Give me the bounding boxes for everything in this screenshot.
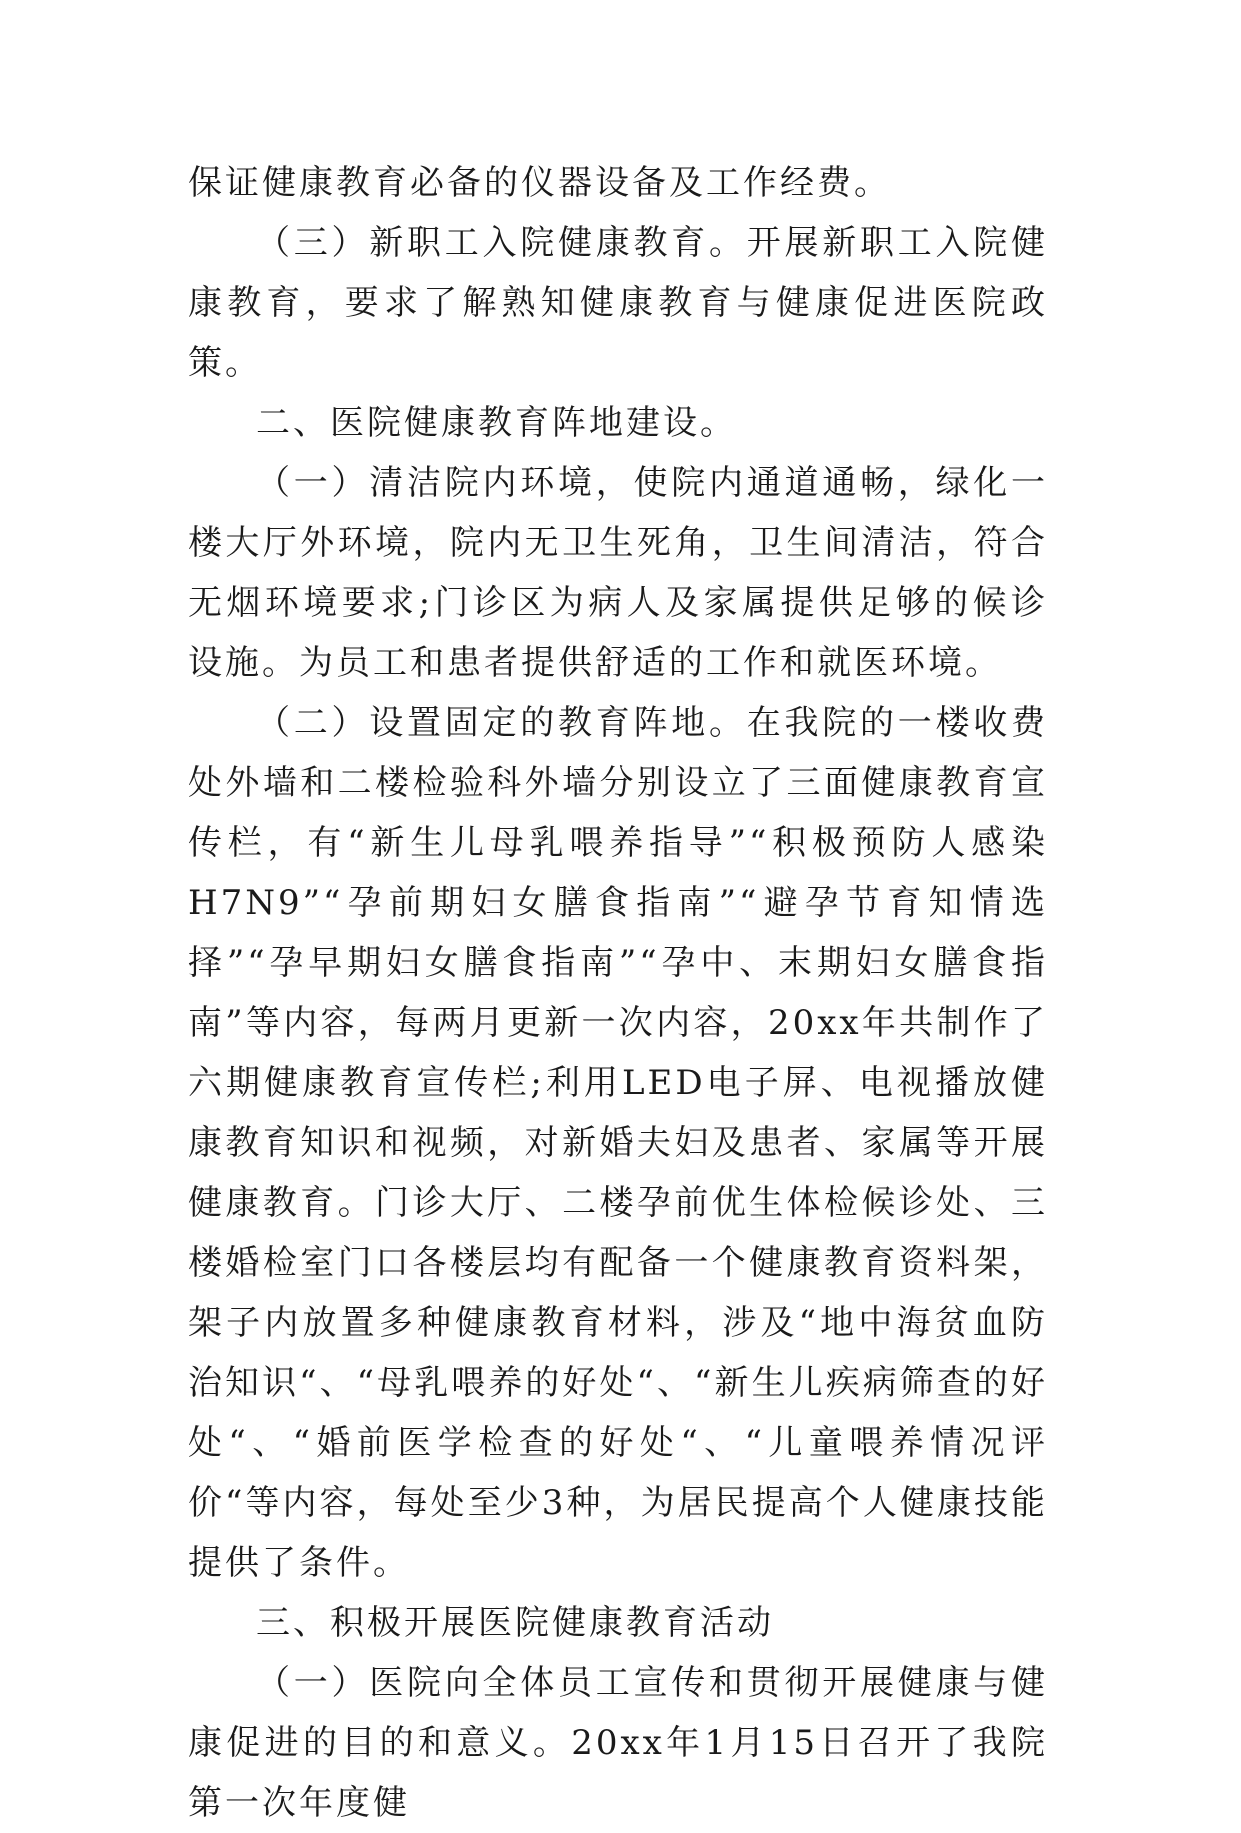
document-body [188,153,1048,1833]
paragraph-new-staff-education: （三）新职工入院健康教育。开展新职工入院健康教育，要求了解熟知健康教育与健康促进医院政策。 [188,223,1048,383]
paragraph-staff-promotion: （一）医院向全体员工宣传和贯彻开展健康与健康促进的目的和意义。20xx年1月15日召开了我院第一次年度健 [188,1663,1048,1823]
paragraph-clean-environment: （一）清洁院内环境，使院内通道通畅，绿化一楼大厅外环境，院内无卫生死角，卫生间清洁，符合无烟环境要求;门诊区为病人及家属提供足够的候诊设施。为员工和患者提供舒适的工作和就医环境。 [188,463,1048,683]
section-heading-two: 二、医院健康教育阵地建设。 [256,403,737,443]
section-heading-three: 三、积极开展医院健康教育活动 [256,1603,774,1643]
paragraph-continuation: 保证健康教育必备的仪器设备及工作经费。 [188,163,891,203]
paragraph-fixed-education-site: （二）设置固定的教育阵地。在我院的一楼收费处外墙和二楼检验科外墙分别设立了三面健康教育宣传栏，有“新生儿母乳喂养指导”“积极预防人感染H7N9”“孕前期妇女膳食指南”“避孕节育知情选择”“孕早期妇女膳食指南”“孕中、末期妇女膳食指南”等内容，每两月更新一次内容，20xx年共制作了六期健康教育宣传栏;利用LED电子屏、电视播放健康教育知识和视频，对新婚夫妇及患者、家属等开展健康教育。门诊大厅、二楼孕前优生体检候诊处、三楼婚检室门口各楼层均有配备一个健康教育资料架，架子内放置多种健康教育材料，涉及“地中海贫血防治知识“、“母乳喂养的好处“、“新生儿疾病筛查的好处“、“婚前医学检查的好处“、“儿童喂养情况评价“等内容，每处至少3种，为居民提高个人健康技能提供了条件。 [188,703,1048,1583]
